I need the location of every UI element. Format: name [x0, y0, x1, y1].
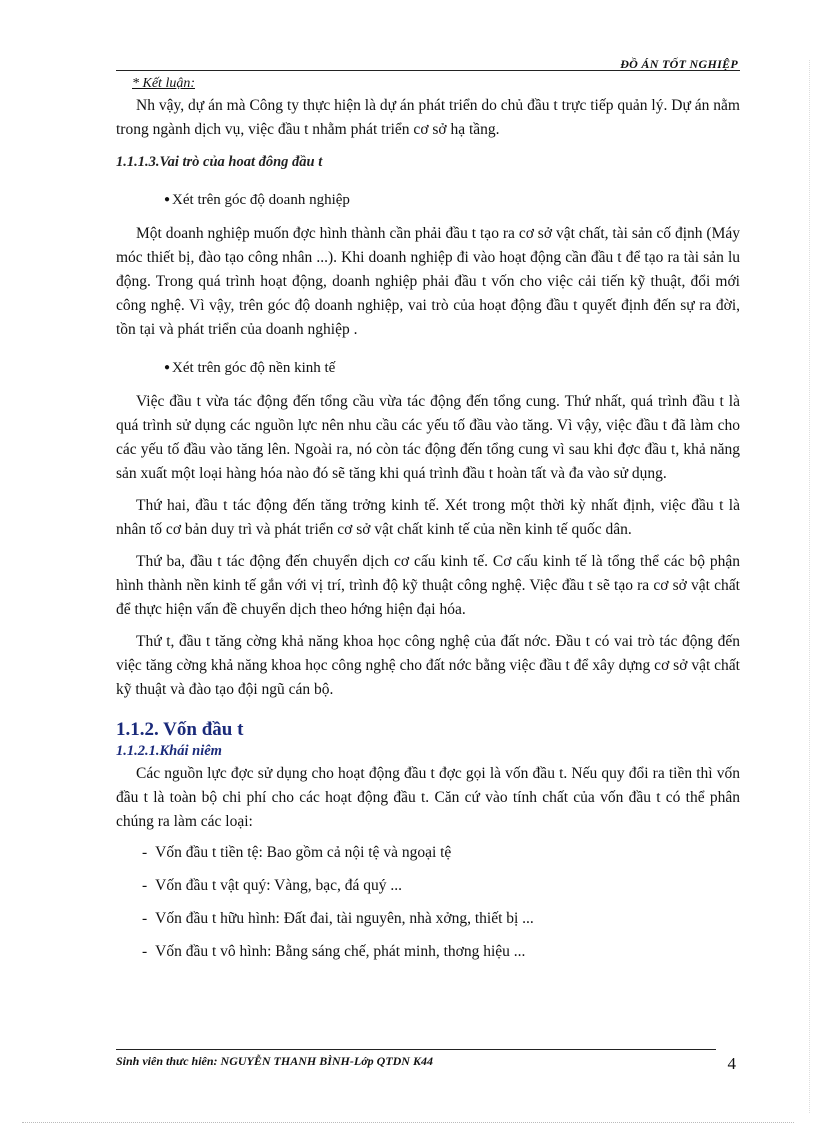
dash-icon: - — [142, 910, 148, 927]
paragraph-enterprise: Một doanh nghiệp muốn đợc hình thành cần phải đầu t tạo ra cơ sở vật chất, tài sản cố định (Máy móc thiết bị, đào tạo công nhân ...). Khi doanh nghiệp đi vào hoạt động cần đầu t để tạo ra tài sản lu động. Trong quá trình hoạt động, doanh nghiệp phải đầu t vốn cho việc cải tiến kỹ thuật, đổi mới công nghệ. Vì vậy, trên góc độ doanh nghiệp, vai trò của hoạt động đầu t quyết định đến sự ra đời, tồn tại và phát triển của doanh nghiệp . — [116, 225, 740, 338]
header-rule — [116, 70, 740, 71]
bullet-enterprise-label: Xét trên góc độ doanh nghiệp — [172, 192, 350, 208]
bullet-economy — [164, 356, 740, 380]
bullet-dot-icon: ● — [164, 362, 171, 373]
paragraph-economy-3: Thứ ba, đầu t tác động đến chuyển dịch cơ cấu kinh tế. Cơ cấu kinh tế là tổng thể các bộ phận hình thành nền kinh tế gắn với vị trí, trình độ kỹ thuật công nghệ. Việc đầu t sẽ tạo ra cơ sở vật chất để thực hiện vấn đề chuyển dịch theo hớng hiện đại hóa. — [116, 553, 740, 618]
dash-icon: - — [142, 844, 148, 861]
conclusion-paragraph: Nh vậy, dự án mà Công ty thực hiện là dự án phát triển do chủ đầu t trực tiếp quản lý. Dự án nằm trong ngành dịch vụ, việc đầu t nhằm phát triển cơ sở hạ tầng. — [116, 97, 740, 138]
section-1121-heading: 1.1.2.1.Khái niêm — [116, 743, 222, 759]
footer-author: Sinh viên thưc hiên: NGUYỄN THANH BÌNH-Lớp QTDN K44 — [116, 1054, 433, 1068]
capital-types-list — [142, 842, 740, 963]
list-item: - Vốn đầu t hữu hình: Đất đai, tài nguyên, nhà xởng, thiết bị ... — [142, 910, 534, 927]
bullet-enterprise — [164, 188, 740, 212]
page-content — [116, 74, 740, 974]
list-item: - Vốn đầu t vật quý: Vàng, bạc, đá quý ... — [142, 877, 402, 894]
bullet-economy-label: Xét trên góc độ nền kinh tế — [172, 360, 336, 376]
list-item: - Vốn đầu t vô hình: Bằng sáng chế, phát minh, thơng hiệu ... — [142, 943, 526, 960]
section-1113-heading: 1.1.1.3.Vai trò của hoat đông đầu t — [116, 154, 323, 170]
dash-icon: - — [142, 943, 148, 960]
footer-rule — [116, 1049, 716, 1050]
header-title: ĐỒ ÁN TỐT NGHIỆP — [620, 57, 738, 71]
paragraph-economy-2: Thứ hai, đầu t tác động đến tăng trởng kinh tế. Xét trong một thời kỳ nhất định, việc đầu t là nhân tố cơ bản duy trì và phát triển cơ sở vật chất kinh tế của nền kinh tế quốc dân. — [116, 497, 740, 538]
paragraph-economy-4: Thứ t, đầu t tăng cờng khả năng khoa học công nghệ của đất nớc. Đầu t có vai trò tác động đến việc tăng cờng khả năng khoa học công nghệ cho đất nớc bằng việc đầu t để xây dựng cơ sở vật chất kỹ thuật và đào tạo đội ngũ cán bộ. — [116, 633, 740, 698]
paragraph-capital-definition: Các nguồn lực đợc sử dụng cho hoạt động đầu t đợc gọi là vốn đầu t. Nếu quy đổi ra tiền thì vốn đầu t là toàn bộ chi phí cho các hoạt động đầu t. Căn cứ vào tính chất của vốn đầu t có thể phân chúng ra làm các loại: — [116, 765, 740, 830]
bullet-dot-icon: ● — [164, 194, 171, 205]
page-number: 4 — [727, 1054, 736, 1073]
list-item: - Vốn đầu t tiền tệ: Bao gồm cả nội tệ và ngoại tệ — [142, 844, 452, 861]
page-border-dots — [809, 60, 810, 1113]
section-112-heading: 1.1.2. Vốn đầu t — [116, 719, 244, 740]
dash-icon: - — [142, 877, 148, 894]
conclusion-label: * Kết luận: — [132, 76, 195, 91]
paragraph-economy-1: Việc đầu t vừa tác động đến tổng cầu vừa tác động đến tổng cung. Thứ nhất, quá trình đầu t là quá trình sử dụng các nguồn lực nên nhu cầu các yếu tố đầu vào tăng. Vì vậy, việc đầu t đã làm cho các yếu tố đầu vào tăng lên. Ngoài ra, nó còn tác động đến tổng cung vì sau khi đợc đầu t, khả năng sản xuất một loại hàng hóa nào đó sẽ tăng khi quá trình đầu t hoàn tất và đa vào sử dụng. — [116, 393, 740, 482]
